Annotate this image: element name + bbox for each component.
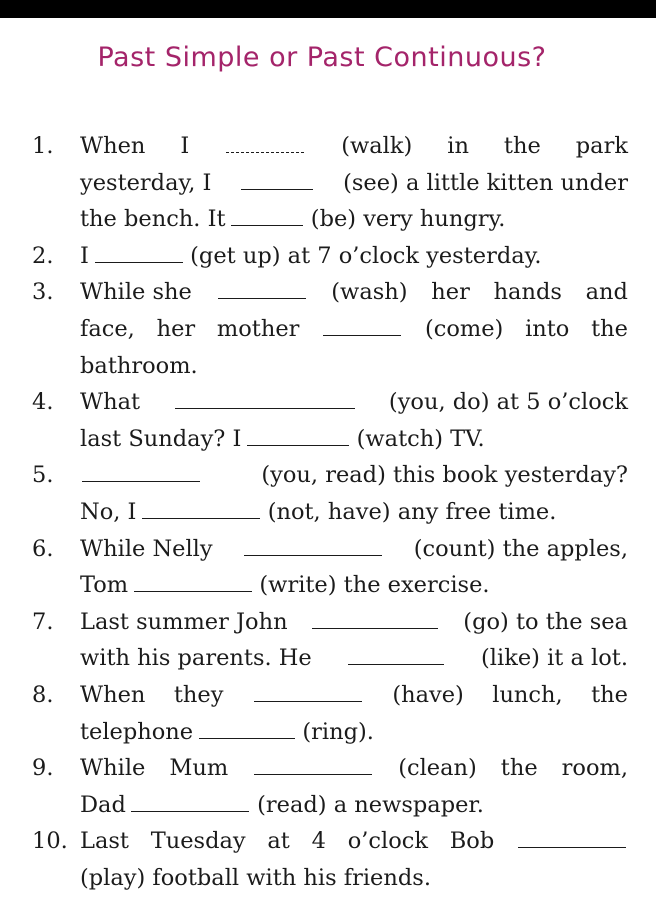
text-word: hands	[493, 279, 562, 306]
answer-blank[interactable]	[323, 317, 401, 336]
text-line	[80, 787, 628, 824]
item-text	[80, 457, 628, 530]
answer-blank[interactable]	[95, 244, 183, 263]
text-word: into	[525, 315, 570, 342]
item-number: 8.	[32, 681, 54, 708]
answer-blank[interactable]	[247, 427, 349, 446]
item-number: 2.	[32, 242, 54, 269]
exercise-item-3	[32, 274, 628, 384]
exercise-item-9	[32, 750, 628, 823]
item-number: 9.	[32, 755, 54, 782]
text-word: (have)	[392, 681, 464, 708]
text-word: the bench. It	[80, 206, 226, 233]
item-number: 4.	[32, 389, 54, 416]
text-line	[80, 238, 628, 275]
answer-blank[interactable]	[231, 207, 303, 226]
answer-blank[interactable]	[241, 171, 313, 190]
answer-blank[interactable]	[518, 829, 626, 848]
worksheet-title: Past Simple or Past Continuous?	[97, 42, 547, 73]
text-word: the	[500, 755, 538, 782]
text-word: (walk)	[341, 133, 413, 159]
text-word: bathroom.	[80, 352, 198, 379]
text-word: While Nelly	[80, 535, 213, 562]
text-line	[80, 531, 628, 568]
text-line	[80, 823, 628, 860]
item-text	[80, 823, 628, 896]
text-word: at	[267, 828, 290, 855]
item-text	[80, 750, 628, 823]
exercise-list	[32, 128, 628, 896]
answer-blank[interactable]	[244, 537, 382, 556]
text-word: with his parents. He	[80, 645, 312, 672]
answer-blank[interactable]	[199, 720, 295, 739]
text-line	[80, 201, 628, 238]
text-line	[80, 750, 628, 787]
answer-blank[interactable]	[226, 134, 304, 153]
text-word: (like) it a lot.	[481, 645, 628, 672]
text-word: face,	[80, 315, 135, 342]
top-black-bar	[0, 0, 656, 18]
text-line	[80, 348, 628, 385]
answer-blank[interactable]	[134, 573, 252, 592]
text-word: (you, do) at 5 o’clock	[388, 389, 628, 416]
text-word: (come)	[424, 315, 504, 342]
text-line	[80, 384, 628, 421]
text-word: While she	[80, 279, 192, 306]
item-number: 7.	[32, 608, 54, 635]
text-word: When	[80, 681, 146, 708]
text-word: mother	[216, 315, 300, 342]
answer-blank[interactable]	[82, 463, 200, 482]
text-word: room,	[561, 755, 628, 782]
item-text	[80, 238, 628, 275]
item-number: 6.	[32, 535, 54, 562]
text-word: park	[575, 133, 628, 159]
item-number: 5.	[32, 462, 54, 489]
text-word: (be) very hungry.	[310, 206, 506, 233]
text-word: No, I	[80, 498, 137, 525]
exercise-item-2	[32, 238, 628, 275]
item-text	[80, 384, 628, 457]
text-word: her	[156, 315, 196, 342]
exercise-item-7	[32, 604, 628, 677]
text-word: Tom	[80, 572, 129, 599]
text-word: lunch,	[492, 681, 563, 708]
text-word: last Sunday? I	[80, 425, 242, 452]
answer-blank[interactable]	[218, 280, 306, 299]
text-word: telephone	[80, 718, 194, 745]
text-line	[80, 165, 628, 202]
text-word: (you, read) this book yesterday?	[261, 462, 628, 489]
text-word: (go) to the sea	[463, 608, 628, 635]
text-word: her	[431, 279, 470, 306]
text-word: (read) a newspaper.	[257, 791, 484, 818]
text-word: and	[585, 279, 628, 306]
item-number: 1.	[32, 133, 54, 159]
answer-blank[interactable]	[175, 390, 355, 409]
item-text	[80, 274, 628, 384]
item-text	[80, 531, 628, 604]
answer-blank[interactable]	[254, 683, 362, 702]
text-word: (get up) at 7 o’clock yesterday.	[190, 242, 542, 269]
item-text	[80, 677, 628, 750]
text-line	[80, 421, 628, 458]
text-word: the	[591, 315, 628, 342]
text-word: (write) the exercise.	[259, 572, 490, 599]
text-word: Last	[80, 828, 129, 855]
answer-blank[interactable]	[348, 646, 444, 665]
exercise-item-8	[32, 677, 628, 750]
text-word: (count) the apples,	[413, 535, 628, 562]
text-line	[80, 494, 628, 531]
text-word: Bob	[449, 828, 495, 855]
text-word: (see) a little kitten under	[343, 169, 628, 196]
text-line	[80, 677, 628, 714]
text-word: the	[591, 681, 628, 708]
answer-blank[interactable]	[312, 610, 438, 629]
text-word: I	[80, 242, 89, 269]
text-line	[80, 567, 628, 604]
exercise-item-4	[32, 384, 628, 457]
text-word: Last summer John	[80, 608, 288, 635]
text-word: I	[180, 133, 190, 159]
answer-blank[interactable]	[254, 756, 372, 775]
text-line	[80, 640, 628, 677]
text-word: (not, have) any free time.	[267, 498, 557, 525]
text-line	[80, 714, 628, 751]
text-word: (ring).	[302, 718, 374, 745]
text-word: (wash)	[331, 279, 408, 306]
text-word: o’clock	[347, 828, 428, 855]
answer-blank[interactable]	[131, 793, 249, 812]
item-text	[80, 128, 628, 238]
text-word: (clean)	[398, 755, 477, 782]
text-word: Dad	[80, 791, 126, 818]
exercise-item-5	[32, 457, 628, 530]
exercise-item-1	[32, 128, 628, 238]
text-line	[80, 274, 628, 311]
text-word: the	[503, 133, 541, 159]
exercise-item-10	[32, 823, 628, 896]
text-line	[80, 311, 628, 348]
text-word: (play) football with his friends.	[80, 864, 431, 891]
answer-blank[interactable]	[142, 500, 260, 519]
text-word: Tuesday	[150, 828, 246, 855]
text-word: (watch) TV.	[356, 425, 485, 452]
item-number: 3.	[32, 279, 54, 306]
text-word: yesterday, I	[80, 169, 212, 196]
text-line	[80, 128, 628, 165]
item-number: 10.	[32, 828, 68, 855]
text-line	[80, 457, 628, 494]
text-word: in	[447, 133, 469, 159]
text-word: While	[80, 755, 146, 782]
text-line	[80, 604, 628, 641]
text-word: When	[80, 133, 146, 159]
text-word: they	[173, 681, 224, 708]
exercise-item-6	[32, 531, 628, 604]
text-word: What	[80, 389, 141, 416]
text-line	[80, 860, 628, 897]
text-word: 4	[311, 828, 326, 855]
text-word: Mum	[169, 755, 229, 782]
item-text	[80, 604, 628, 677]
